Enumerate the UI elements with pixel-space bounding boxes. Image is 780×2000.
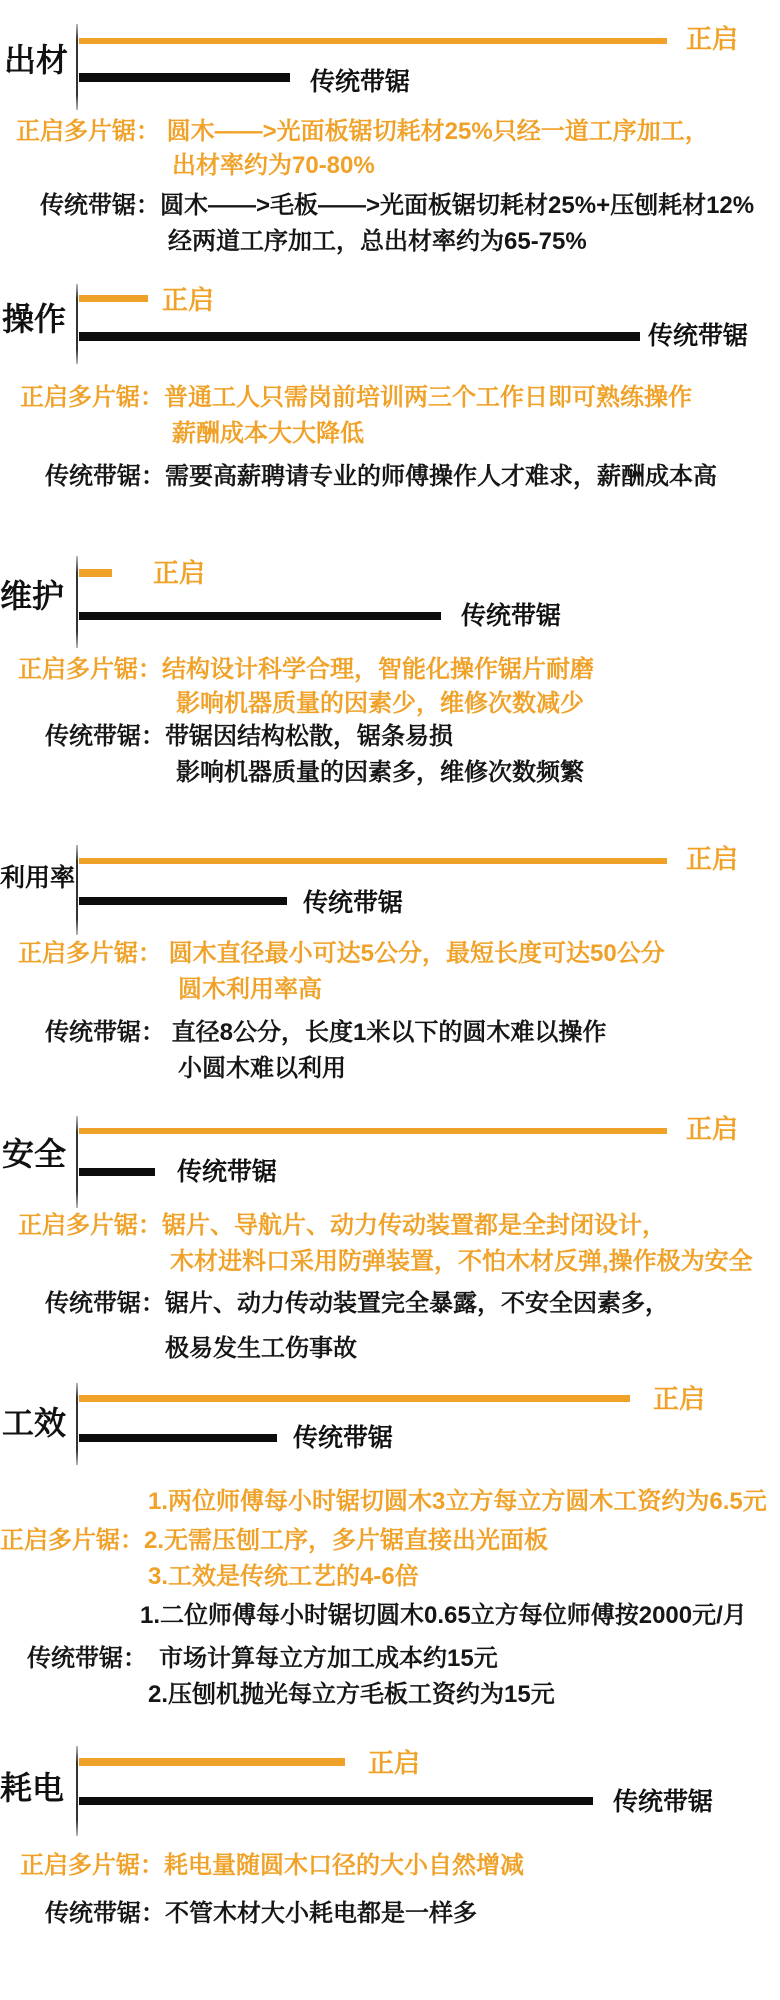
note-line: 正启多片锯：锯片、导航片、动力传动装置都是全封闭设计， (18, 1212, 666, 1239)
note-line: 木材进料口采用防弹装置，不怕木材反弹,操作极为安全 (170, 1248, 753, 1275)
caozuo-chuantong-bar (79, 332, 640, 341)
haodian-zhengqi-bar (79, 1758, 345, 1766)
haodian-zhengqi-bar-label: 正启 (368, 1748, 421, 1778)
gongxiao-zhengqi-bar (79, 1395, 630, 1402)
anquan-zhengqi-bar (79, 1128, 667, 1134)
weihu-chuantong-bar (79, 612, 441, 620)
note-line: 薪酬成本大大降低 (172, 420, 364, 447)
category-label-caozuo: 操作 (2, 301, 67, 337)
category-label-gongxiao: 工效 (2, 1405, 67, 1441)
category-label-chucai: 出材 (4, 42, 69, 78)
chucai-chuantong-bar-label: 传统带锯 (310, 68, 411, 96)
anquan-chuantong-bar (79, 1168, 155, 1176)
liyonglv-chuantong-bar (79, 897, 287, 905)
note-line: 正启多片锯： 圆木——>光面板锯切耗材25%只经一道工序加工， (16, 118, 709, 145)
note-line: 小圆木难以利用 (178, 1055, 346, 1082)
haodian-chuantong-bar-label: 传统带锯 (613, 1788, 714, 1816)
note-line: 正启多片锯：普通工人只需岗前培训两三个工作日即可熟练操作 (20, 384, 692, 411)
axis-line (76, 1383, 78, 1465)
note-line: 正启多片锯：结构设计科学合理，智能化操作锯片耐磨 (18, 656, 594, 683)
weihu-zhengqi-bar-label: 正启 (153, 558, 206, 588)
caozuo-zhengqi-bar-label: 正启 (162, 285, 215, 315)
note-line: 经两道工序加工，总出材率约为65-75% (168, 228, 587, 255)
note-line: 传统带锯：带锯因结构松散，锯条易损 (45, 723, 453, 750)
category-label-anquan: 安全 (2, 1136, 67, 1172)
note-line: 极易发生工伤事故 (165, 1335, 357, 1362)
gongxiao-chuantong-bar-label: 传统带锯 (293, 1424, 394, 1452)
gongxiao-zhengqi-bar-label: 正启 (653, 1384, 706, 1414)
anquan-chuantong-bar-label: 传统带锯 (177, 1158, 278, 1186)
axis-line (76, 1746, 78, 1836)
note-line: 传统带锯： 市场计算每立方加工成本约15元 (27, 1645, 498, 1672)
axis-line (76, 284, 78, 364)
note-line: 传统带锯：需要高薪聘请专业的师傅操作人才难求，薪酬成本高 (45, 463, 717, 490)
note-line: 影响机器质量的因素少，维修次数减少 (176, 690, 584, 717)
note-line: 影响机器质量的因素多，维修次数频繁 (176, 759, 584, 786)
note-line: 传统带锯：圆木——>毛板——>光面板锯切耗材25%+压刨耗材12% (40, 192, 755, 219)
haodian-chuantong-bar (79, 1797, 593, 1805)
caozuo-zhengqi-bar (79, 295, 148, 302)
note-line: 传统带锯：不管木材大小耗电都是一样多 (45, 1900, 477, 1927)
note-line: 正启多片锯：2.无需压刨工序，多片锯直接出光面板 (0, 1527, 549, 1554)
note-line: 出材率约为70-80% (172, 152, 375, 179)
note-line: 1.二位师傅每小时锯切圆木0.65立方每位师傅按2000元/月 (140, 1602, 747, 1629)
caozuo-chuantong-bar-label: 传统带锯 (648, 322, 749, 350)
note-line: 正启多片锯：耗电量随圆木口径的大小自然增减 (20, 1852, 524, 1879)
note-line: 3.工效是传统工艺的4-6倍 (148, 1563, 419, 1590)
chucai-zhengqi-bar (79, 38, 667, 44)
note-line: 传统带锯：锯片、动力传动装置完全暴露，不安全因素多， (45, 1290, 669, 1317)
category-label-haodian: 耗电 (0, 1770, 65, 1806)
liyonglv-chuantong-bar-label: 传统带锯 (303, 889, 404, 917)
note-line: 正启多片锯： 圆木直径最小可达5公分，最短长度可达50公分 (18, 940, 665, 967)
category-label-weihu: 维护 (0, 578, 65, 614)
weihu-chuantong-bar-label: 传统带锯 (461, 602, 562, 630)
axis-line (76, 845, 78, 935)
liyonglv-zhengqi-bar-label: 正启 (686, 844, 739, 874)
axis-line (76, 1116, 78, 1208)
note-line: 传统带锯： 直径8公分，长度1米以下的圆木难以操作 (45, 1019, 607, 1046)
category-label-liyonglv: 利用率 (0, 865, 76, 892)
note-line: 1.两位师傅每小时锯切圆木3立方每立方圆木工资约为6.5元 (148, 1488, 767, 1515)
liyonglv-zhengqi-bar (79, 858, 667, 864)
axis-line (76, 556, 78, 648)
note-line: 圆木利用率高 (178, 976, 322, 1003)
weihu-zhengqi-bar (79, 569, 112, 577)
anquan-zhengqi-bar-label: 正启 (686, 1114, 739, 1144)
note-line: 2.压刨机抛光每立方毛板工资约为15元 (148, 1681, 555, 1708)
axis-line (76, 24, 78, 110)
chucai-zhengqi-bar-label: 正启 (686, 24, 739, 54)
gongxiao-chuantong-bar (79, 1434, 277, 1442)
chucai-chuantong-bar (79, 73, 290, 82)
